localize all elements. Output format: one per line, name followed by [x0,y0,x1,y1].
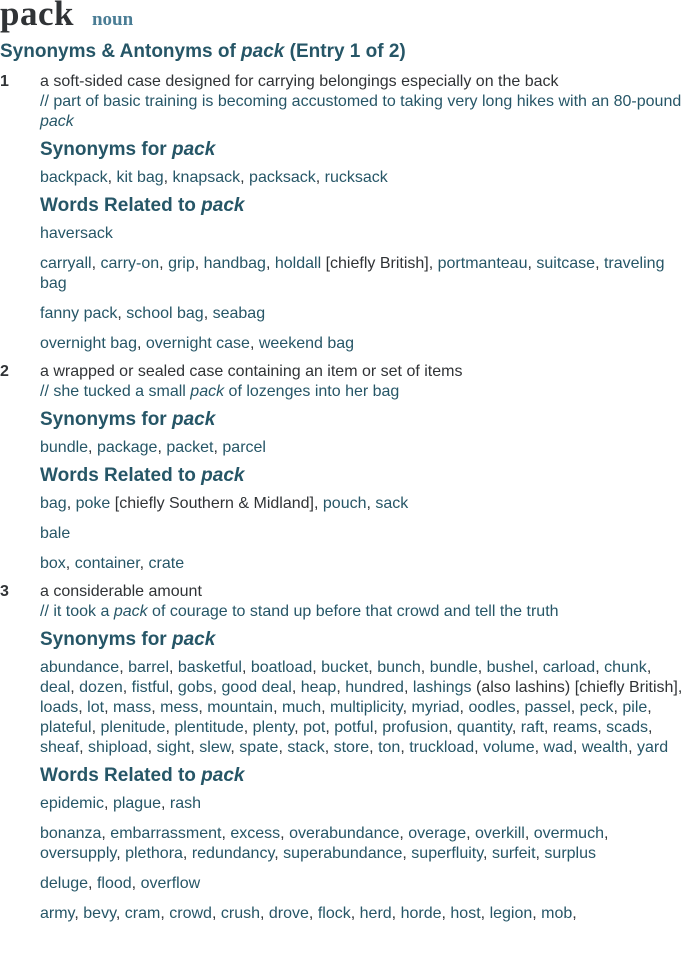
separator: , [325,719,330,736]
usage-label: [chiefly British] [574,679,678,696]
word-link[interactable]: sack [375,495,409,512]
word-link[interactable]: passel [524,699,571,716]
word-link[interactable]: holdall [274,255,322,272]
separator: , [511,719,517,736]
word-link[interactable]: bonanza [40,825,102,842]
separator: , [230,739,235,756]
synonyms-heading-label: Synonyms for [40,409,172,430]
separator: , [278,739,283,756]
separator: , [131,875,137,892]
part-of-speech: noun [91,9,134,30]
synonyms-heading-word: pack [171,409,216,430]
separator: , [65,555,71,572]
word-link[interactable]: potful [334,719,374,736]
word-link[interactable]: fanny pack [40,305,118,322]
example-text: of courage to stand up before that crowd and tell the truth [147,603,559,620]
word-link[interactable]: heap [300,679,337,696]
word-link[interactable]: carryall [40,255,92,272]
related-heading-label: Words Related to [40,765,202,786]
separator: , [368,659,373,676]
example-text: // part of basic training is becoming accustomed to taking very long hikes with an 80-pound [40,93,682,110]
separator: , [70,679,75,696]
separator: , [428,255,434,272]
separator: , [221,825,226,842]
word-link[interactable]: fistful [131,679,169,696]
separator: , [66,495,72,512]
separator: , [527,255,532,272]
related-words-list [40,904,687,924]
related-words-list [40,794,687,814]
separator: , [647,699,652,716]
sense-2 [0,362,687,574]
word-link[interactable]: overnight bag [40,335,137,352]
separator: , [240,169,245,186]
separator: , [163,169,169,186]
separator: , [78,699,83,716]
word-link[interactable]: multiplicity [330,699,403,716]
example-text: // it took a [40,603,114,620]
related-heading [40,464,687,488]
word-link[interactable]: overnight case [145,335,250,352]
word-link[interactable]: superfluity [411,845,484,862]
separator: , [324,739,330,756]
related-words-list [40,874,687,894]
word-link[interactable]: school bag [126,305,204,322]
separator: , [241,659,247,676]
headword: pack [0,0,74,33]
word-link[interactable]: carload [542,659,596,676]
word-link[interactable]: wealth [581,739,629,756]
related-words-list [40,554,687,574]
example-headword: pack [190,383,225,400]
separator: , [403,679,409,696]
definition: a soft-sided case designed for carrying belongings especially on the back [40,73,559,90]
word-link[interactable]: overabundance [289,825,400,842]
word-link[interactable]: pile [622,699,648,716]
separator: , [459,699,464,716]
separator: , [312,659,317,676]
separator: , [532,905,537,922]
word-link[interactable]: crate [148,555,185,572]
word-link[interactable]: epidemic [40,795,105,812]
separator: , [194,255,200,272]
word-link[interactable]: portmanteau [437,255,528,272]
word-link[interactable]: bushel [486,659,534,676]
separator: , [291,679,297,696]
separator: , [79,739,84,756]
word-link[interactable]: drove [268,905,309,922]
word-link[interactable]: horde [400,905,442,922]
synonyms-heading [40,628,687,652]
word-link[interactable]: traveling bag [40,255,665,292]
word-link[interactable]: box [40,555,66,572]
word-link[interactable]: plateful [40,719,92,736]
word-link[interactable]: oodles [468,699,516,716]
separator: , [147,739,153,756]
word-link[interactable]: host [450,905,481,922]
sense-3 [0,582,687,924]
word-link[interactable]: shipload [88,739,148,756]
separator: , [274,845,279,862]
separator: , [420,659,426,676]
word-link[interactable]: backpack [40,169,108,186]
separator: , [91,719,97,736]
word-link[interactable]: excess [230,825,281,842]
word-link[interactable]: poke [75,495,111,512]
word-link[interactable]: cram [124,905,161,922]
word-link[interactable]: much [281,699,322,716]
separator: , [570,699,576,716]
synonyms-list [40,438,687,458]
word-link[interactable]: flock [317,905,351,922]
word-link[interactable]: bundle [40,439,89,456]
separator: , [203,305,209,322]
word-link[interactable]: container [74,555,140,572]
separator: , [265,255,271,272]
word-link[interactable]: packsack [249,169,316,186]
related-words-list [40,524,687,544]
word-link[interactable]: carry-on [100,255,160,272]
word-link[interactable]: bevy [83,905,116,922]
separator: , [477,659,483,676]
separator: , [543,719,549,736]
sense-number: 3 [0,583,9,600]
word-link[interactable]: boatload [250,659,313,676]
word-link[interactable]: chunk [604,659,647,676]
related-heading-word: pack [201,465,245,486]
separator: , [160,905,165,922]
related-heading-word: pack [201,765,245,786]
separator: , [273,699,278,716]
word-link[interactable]: hundred [345,679,404,696]
separator: , [74,905,79,922]
separator: , [115,905,121,922]
word-link[interactable]: seabag [212,305,266,322]
word-link[interactable]: spate [239,739,279,756]
word-link[interactable]: barrel [128,659,169,676]
separator: , [212,679,218,696]
word-link[interactable]: truckload [409,739,475,756]
separator: , [366,495,371,512]
synonyms-heading-label: Synonyms for [40,139,172,160]
separator: , [572,905,577,922]
word-link[interactable]: package [96,439,158,456]
separator: , [308,905,314,922]
related-heading-word: pack [201,195,245,216]
word-link[interactable]: loads [40,699,79,716]
related-heading-label: Words Related to [40,195,202,216]
separator: , [157,439,162,456]
sense-number: 1 [0,73,9,90]
separator: , [159,255,164,272]
word-link[interactable]: plague [112,795,161,812]
separator: , [646,659,652,676]
word-link[interactable]: basketful [177,659,242,676]
separator: , [169,679,174,696]
separator: , [533,659,539,676]
separator: , [350,905,356,922]
synonyms-heading [40,408,687,432]
separator: , [104,795,109,812]
word-link[interactable]: crush [220,905,260,922]
sense-1 [0,72,687,354]
word-link[interactable]: pouch [322,495,367,512]
word-link[interactable]: deal [40,679,71,696]
separator: , [165,719,170,736]
senses-list [0,72,687,924]
entry-title-word: pack [241,41,285,62]
word-link[interactable]: sight [156,739,191,756]
word-link[interactable]: ton [378,739,401,756]
word-link[interactable]: stack [287,739,325,756]
word-link[interactable]: plenty [252,719,295,736]
separator: , [595,659,600,676]
synonyms-list [40,658,687,758]
word-link[interactable]: good deal [221,679,292,696]
separator: , [515,699,521,716]
word-link[interactable]: plethora [125,845,183,862]
separator: , [313,495,319,512]
related-words-list [40,224,687,244]
word-link[interactable]: embarrassment [110,825,222,842]
separator: , [391,905,397,922]
word-link[interactable]: overkill [475,825,525,842]
separator: , [280,825,285,842]
entry-title [0,40,687,64]
word-link[interactable]: packet [166,439,214,456]
word-link[interactable]: kit bag [116,169,164,186]
word-link[interactable]: knapsack [172,169,241,186]
separator: , [402,699,408,716]
word-link[interactable]: haversack [40,225,113,242]
word-link[interactable]: bucket [321,659,369,676]
separator: , [400,739,405,756]
separator: , [572,739,578,756]
word-link[interactable]: yard [636,739,669,756]
separator: , [136,335,142,352]
separator: , [628,739,633,756]
separator: , [119,659,124,676]
word-link[interactable]: crowd [169,905,212,922]
word-link[interactable]: superabundance [283,845,403,862]
word-link[interactable]: parcel [222,439,266,456]
definition: a wrapped or sealed case containing an item or set of items [40,363,463,380]
separator: , [294,719,299,736]
word-link[interactable]: deluge [40,875,89,892]
word-link[interactable]: overmuch [533,825,604,842]
word-link[interactable]: abundance [40,659,120,676]
word-link[interactable]: reams [552,719,598,736]
word-link[interactable]: wad [543,739,573,756]
word-link[interactable]: myriad [411,699,460,716]
synonyms-heading-word: pack [171,139,216,160]
sense-number: 2 [0,363,9,380]
word-link[interactable]: slew [199,739,231,756]
separator: , [315,169,321,186]
separator: , [603,825,609,842]
separator: , [483,845,488,862]
word-link[interactable]: surfeit [491,845,536,862]
separator: , [535,845,540,862]
word-link[interactable]: oversupply [40,845,117,862]
word-link[interactable]: mass [112,699,152,716]
separator: , [182,845,188,862]
separator: , [151,699,156,716]
word-link[interactable]: handbag [203,255,266,272]
word-link[interactable]: bag [40,495,67,512]
word-link[interactable]: overflow [140,875,201,892]
separator: , [534,739,540,756]
word-link[interactable]: pot [303,719,326,736]
word-link[interactable]: rash [169,795,202,812]
related-heading [40,764,687,788]
word-link[interactable]: weekend bag [258,335,355,352]
related-words-list [40,304,687,324]
word-link[interactable]: army [40,905,75,922]
example-text: // she tucked a small [40,383,191,400]
separator: , [373,719,378,736]
related-heading-label: Words Related to [40,465,202,486]
usage-label: [chiefly Southern & Midland] [114,495,314,512]
word-link[interactable]: suitcase [536,255,596,272]
word-link[interactable]: profusion [382,719,449,736]
separator: , [597,719,602,736]
separator: , [402,845,407,862]
word-link[interactable]: dozen [79,679,123,696]
separator: , [441,905,446,922]
word-link[interactable]: grip [168,255,195,272]
word-link[interactable]: rucksack [324,169,388,186]
separator: , [122,679,128,696]
separator: , [448,719,453,736]
word-link[interactable]: scads [606,719,648,736]
example-sentence [40,382,687,402]
separator: , [595,255,600,272]
separator: , [88,439,93,456]
separator: , [474,739,479,756]
separator: , [213,439,218,456]
word-link[interactable]: lashings [412,679,472,696]
related-words-list [40,824,687,864]
synonyms-heading [40,138,687,162]
word-link[interactable]: lot [87,699,105,716]
word-link[interactable]: bale [40,525,71,542]
example-headword: pack [113,603,148,620]
word-link[interactable]: bundle [429,659,478,676]
separator: , [198,699,203,716]
separator: , [117,305,122,322]
separator: , [647,719,653,736]
word-link[interactable]: legion [489,905,533,922]
headword-row [0,0,687,34]
separator: , [466,825,471,842]
usage-label: [chiefly British] [325,255,429,272]
word-link[interactable]: plentitude [174,719,244,736]
example-text: of lozenges into her bag [224,383,400,400]
separator: , [613,699,618,716]
word-link[interactable]: bunch [377,659,421,676]
separator: , [169,659,174,676]
separator: , [104,699,109,716]
word-link[interactable]: raft [520,719,544,736]
word-link[interactable]: mountain [207,699,274,716]
separator: , [190,739,195,756]
word-link[interactable]: redundancy [191,845,275,862]
word-link[interactable]: peck [579,699,614,716]
separator: , [480,905,486,922]
word-link[interactable]: overage [408,825,467,842]
synonyms-heading-word: pack [171,629,216,650]
separator: , [336,679,341,696]
separator: , [101,825,106,842]
separator: , [91,255,97,272]
example-headword: pack [40,113,74,130]
related-words-list [40,494,687,514]
entry-title-prefix: Synonyms & Antonyms of [0,41,242,62]
word-link[interactable]: gobs [177,679,213,696]
separator: , [88,875,93,892]
word-link[interactable]: plenitude [100,719,166,736]
related-heading [40,194,687,218]
separator: , [259,905,265,922]
synonyms-heading-label: Synonyms for [40,629,172,650]
usage-label: (also lashins) [476,679,571,696]
word-link[interactable]: herd [359,905,392,922]
word-link[interactable]: flood [96,875,132,892]
word-link[interactable]: store [333,739,370,756]
separator: , [243,719,249,736]
separator: , [399,825,404,842]
word-link[interactable]: sheaf [40,739,80,756]
word-link[interactable]: quantity [457,719,512,736]
related-words-list [40,254,687,294]
separator: , [249,335,255,352]
word-link[interactable]: surplus [544,845,596,862]
synonyms-list [40,168,687,188]
separator: , [524,825,530,842]
separator: , [321,699,326,716]
word-link[interactable]: volume [483,739,535,756]
separator: , [369,739,374,756]
separator: , [677,679,683,696]
word-link[interactable]: mob [541,905,573,922]
separator: , [116,845,121,862]
separator: , [211,905,217,922]
word-link[interactable]: mess [160,699,199,716]
separator: , [160,795,166,812]
separator: , [139,555,145,572]
separator: , [107,169,113,186]
example-sentence [40,602,687,622]
entry-title-suffix: (Entry 1 of 2) [284,41,406,62]
example-sentence [40,92,687,132]
related-words-list [40,334,687,354]
definition: a considerable amount [40,583,202,600]
